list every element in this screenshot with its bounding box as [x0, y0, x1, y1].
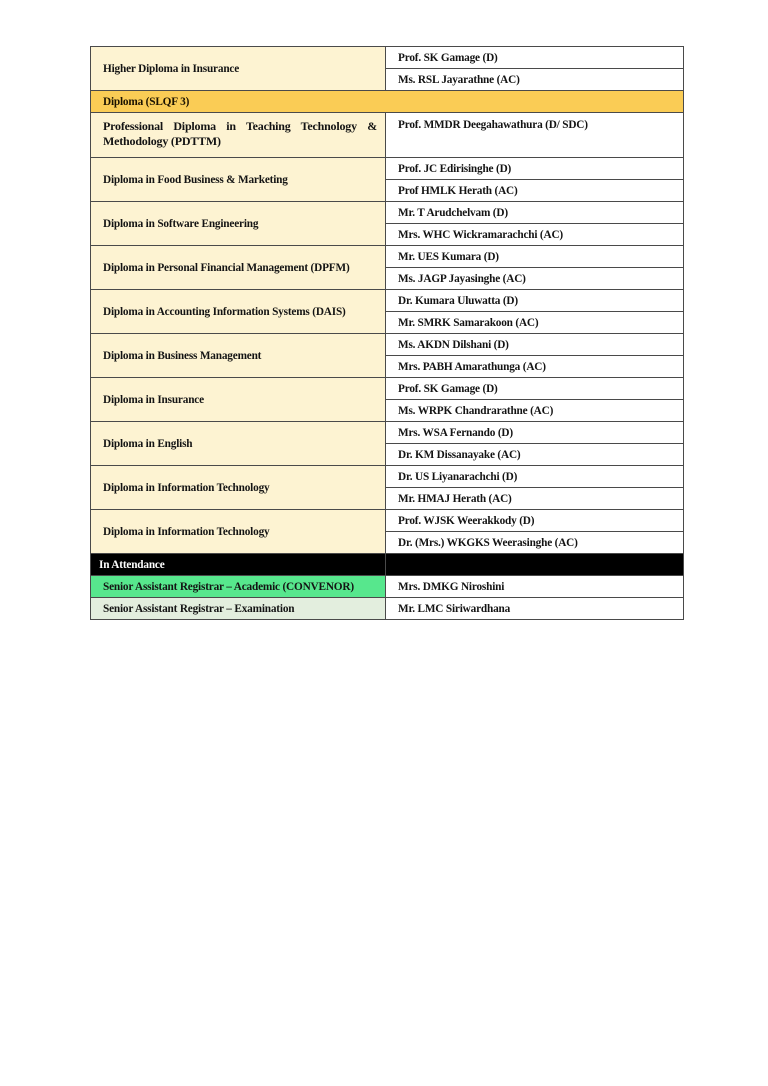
person-cell-label: Ms. RSL Jayarathne (AC) — [398, 72, 520, 86]
person-cell — [386, 356, 684, 378]
person-cell-label: Dr. (Mrs.) WKGKS Weerasinghe (AC) — [398, 535, 578, 549]
attendance-row — [91, 598, 684, 620]
person-cell-label: Prof. SK Gamage (D) — [398, 381, 498, 395]
attendance-header-empty-cell — [386, 554, 684, 576]
program-cell — [91, 158, 386, 202]
table-row — [91, 158, 684, 180]
person-cell-label: Prof. MMDR Deegahawathura (D/ SDC) — [398, 117, 588, 131]
program-cell — [91, 246, 386, 290]
attendance-header-cell — [91, 554, 386, 576]
role-cell — [91, 598, 386, 620]
attendance-row — [91, 576, 684, 598]
person-cell — [386, 400, 684, 422]
program-cell-label: Diploma in Food Business & Marketing — [103, 172, 288, 186]
program-cell — [91, 202, 386, 246]
person-cell-label: Mrs. PABH Amarathunga (AC) — [398, 359, 546, 373]
person-cell — [386, 47, 684, 69]
person-cell-label: Mr. HMAJ Herath (AC) — [398, 491, 512, 505]
section-header-row — [91, 91, 684, 113]
committee-table-body — [91, 47, 684, 620]
table-row — [91, 246, 684, 268]
program-cell — [91, 334, 386, 378]
role-cell-label: Senior Assistant Registrar – Examination — [103, 601, 295, 615]
person-cell-label: Ms. AKDN Dilshani (D) — [398, 337, 509, 351]
program-cell-label: Diploma in Insurance — [103, 392, 204, 406]
table-row — [91, 510, 684, 532]
attendance-header-row — [91, 554, 684, 576]
program-cell — [91, 422, 386, 466]
program-cell-label: Diploma in Software Engineering — [103, 216, 259, 230]
person-cell-label: Prof. SK Gamage (D) — [398, 50, 498, 64]
program-cell-label: Diploma in Information Technology — [103, 524, 270, 538]
program-cell-label: Diploma in Information Technology — [103, 480, 270, 494]
program-cell-label: Diploma in Accounting Information Systems (DAIS) — [103, 304, 346, 318]
table-row — [91, 466, 684, 488]
person-cell-label: Mrs. WHC Wickramarachchi (AC) — [398, 227, 563, 241]
person-cell — [386, 488, 684, 510]
table-row — [91, 378, 684, 400]
person-cell — [386, 268, 684, 290]
person-cell — [386, 202, 684, 224]
person-cell — [386, 444, 684, 466]
person-cell-label: Mr. SMRK Samarakoon (AC) — [398, 315, 539, 329]
person-cell-label: Prof. WJSK Weerakkody (D) — [398, 513, 535, 527]
section-header-cell-label: Diploma (SLQF 3) — [103, 94, 190, 108]
table-row — [91, 334, 684, 356]
person-cell-label: Dr. Kumara Uluwatta (D) — [398, 293, 518, 307]
person-cell — [386, 510, 684, 532]
person-cell-label: Dr. KM Dissanayake (AC) — [398, 447, 521, 461]
person-cell — [386, 312, 684, 334]
person-cell-label: Ms. WRPK Chandrarathne (AC) — [398, 403, 554, 417]
program-cell-label: Diploma in Personal Financial Management (DPFM) — [103, 260, 350, 274]
table-row — [91, 47, 684, 69]
person-cell — [386, 378, 684, 400]
role-cell-label: Senior Assistant Registrar – Academic (CONVENOR) — [103, 579, 354, 593]
section-header-cell — [91, 91, 684, 113]
table-row — [91, 290, 684, 312]
committee-table — [90, 46, 684, 620]
person-cell-label: Ms. JAGP Jayasinghe (AC) — [398, 271, 526, 285]
person-cell-label: Prof HMLK Herath (AC) — [398, 183, 518, 197]
person-cell — [386, 334, 684, 356]
program-cell — [91, 466, 386, 510]
table-row — [91, 113, 684, 158]
person-cell — [386, 598, 684, 620]
person-cell — [386, 224, 684, 246]
person-cell-label: Mr. T Arudchelvam (D) — [398, 205, 508, 219]
program-cell-label: Higher Diploma in Insurance — [103, 61, 240, 75]
program-cell-label: Diploma in English — [103, 436, 193, 450]
table-row — [91, 422, 684, 444]
role-cell — [91, 576, 386, 598]
person-cell — [386, 576, 684, 598]
person-cell-label: Mrs. WSA Fernando (D) — [398, 425, 513, 439]
person-cell — [386, 69, 684, 91]
program-cell — [91, 47, 386, 91]
person-cell — [386, 246, 684, 268]
person-cell — [386, 290, 684, 312]
person-cell-label: Mr. UES Kumara (D) — [398, 249, 499, 263]
person-cell-label: Prof. JC Edirisinghe (D) — [398, 161, 512, 175]
table-row — [91, 202, 684, 224]
person-cell-label: Mrs. DMKG Niroshini — [398, 579, 505, 593]
person-cell — [386, 532, 684, 554]
program-cell — [91, 510, 386, 554]
person-cell — [386, 422, 684, 444]
program-cell: Professional Diploma in Teaching Technology & Methodology (PDTTM) — [91, 113, 386, 158]
person-cell-label: Dr. US Liyanarachchi (D) — [398, 469, 518, 483]
person-cell — [386, 180, 684, 202]
program-cell — [91, 290, 386, 334]
person-cell — [386, 113, 684, 158]
person-cell-label: Mr. LMC Siriwardhana — [398, 601, 511, 615]
program-cell — [91, 378, 386, 422]
program-cell-label: Diploma in Business Management — [103, 348, 262, 362]
attendance-header-cell-label: In Attendance — [99, 557, 165, 571]
person-cell — [386, 158, 684, 180]
person-cell — [386, 466, 684, 488]
